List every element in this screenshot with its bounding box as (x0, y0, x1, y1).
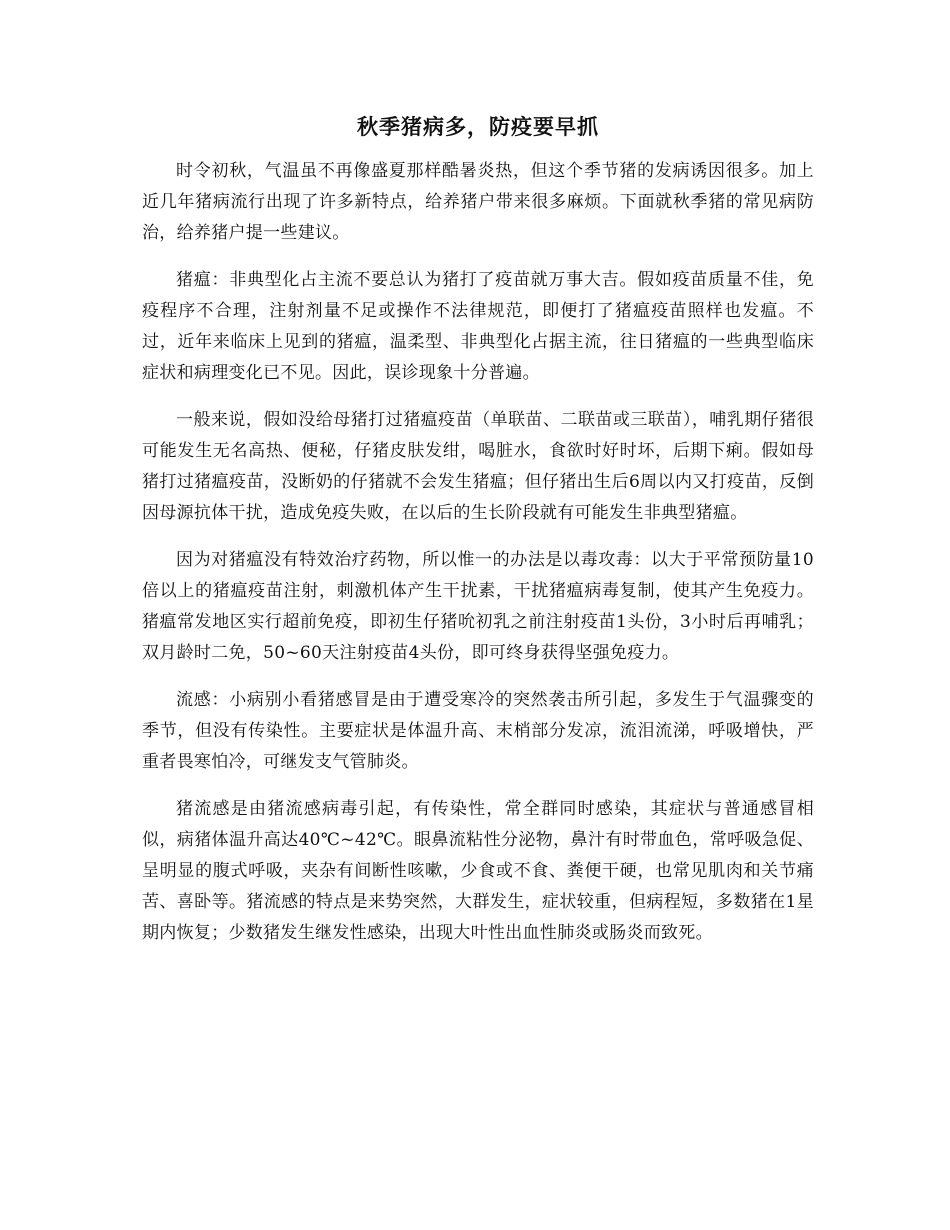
page-title: 秋季猪病多，防疫要早抓 (357, 115, 599, 139)
paragraph-swine-flu: 猪流感是由猪流感病毒引起，有传染性，常全群同时感染，其症状与普通感冒相似，病猪体温升高达40℃~42℃。眼鼻流粘性分泌物，鼻汁有时带血色，常呼吸急促、呈明显的腹式呼吸，夹杂有间断性咳嗽，少食或不食、粪便干硬，也常见肌肉和关节痛苦、喜卧等。猪流感的特点是来势突然，大群发生，症状较重，但病程短，多数猪在1星期内恢复；少数猪发生继发性感染，出现大叶性出血性肺炎或肠炎而致死。 (142, 799, 814, 943)
paragraph-swine-fever-treatment: 因为对猪瘟没有特效治疗药物，所以惟一的办法是以毒攻毒：以大于平常预防量10倍以上的猪瘟疫苗注射，刺激机体产生干扰素，干扰猪瘟病毒复制，使其产生免疫力。猪瘟常发地区实行超前免疫，即初生仔猪吮初乳之前注射疫苗1头份，3小时后再哺乳；双月龄时二免，50~60天注射疫苗4头份，即可终身获得坚强免疫力。 (142, 550, 814, 663)
paragraph-swine-fever: 猪瘟：非典型化占主流不要总认为猪打了疫苗就万事大吉。假如疫苗质量不佳，免疫程序不合理，注射剂量不足或操作不法律规范，即便打了猪瘟疫苗照样也发瘟。不过，近年来临床上见到的猪瘟，温柔型、非典型化占据主流，往日猪瘟的一些典型临床症状和病理变化已不见。因此，误诊现象十分普遍。 (142, 270, 814, 383)
paragraph-cold: 流感：小病别小看猪感冒是由于遭受寒冷的突然袭击所引起，多发生于气温骤变的季节，但没有传染性。主要症状是体温升高、末梢部分发凉，流泪流涕，呼吸增快，严重者畏寒怕冷，可继发支气管肺炎。 (142, 690, 814, 772)
paragraph-intro: 时令初秋，气温虽不再像盛夏那样酷暑炎热，但这个季节猪的发病诱因很多。加上近几年猪病流行出现了许多新特点，给养猪户带来很多麻烦。下面就秋季猪的常见病防治，给养猪户提一些建议。 (142, 161, 814, 243)
paragraph-piglet-vaccination: 一般来说，假如没给母猪打过猪瘟疫苗（单联苗、二联苗或三联苗），哺乳期仔猪很可能发生无名高热、便秘，仔猪皮肤发绀，喝脏水，食欲时好时坏，后期下痢。假如母猪打过猪瘟疫苗，没断奶的仔猪就不会发生猪瘟；但仔猪出生后6周以内又打疫苗，反倒因母源抗体干扰，造成免疫失败，在以后的生长阶段就有可能发生非典型猪瘟。 (142, 410, 814, 523)
document-page (142, 0, 814, 949)
